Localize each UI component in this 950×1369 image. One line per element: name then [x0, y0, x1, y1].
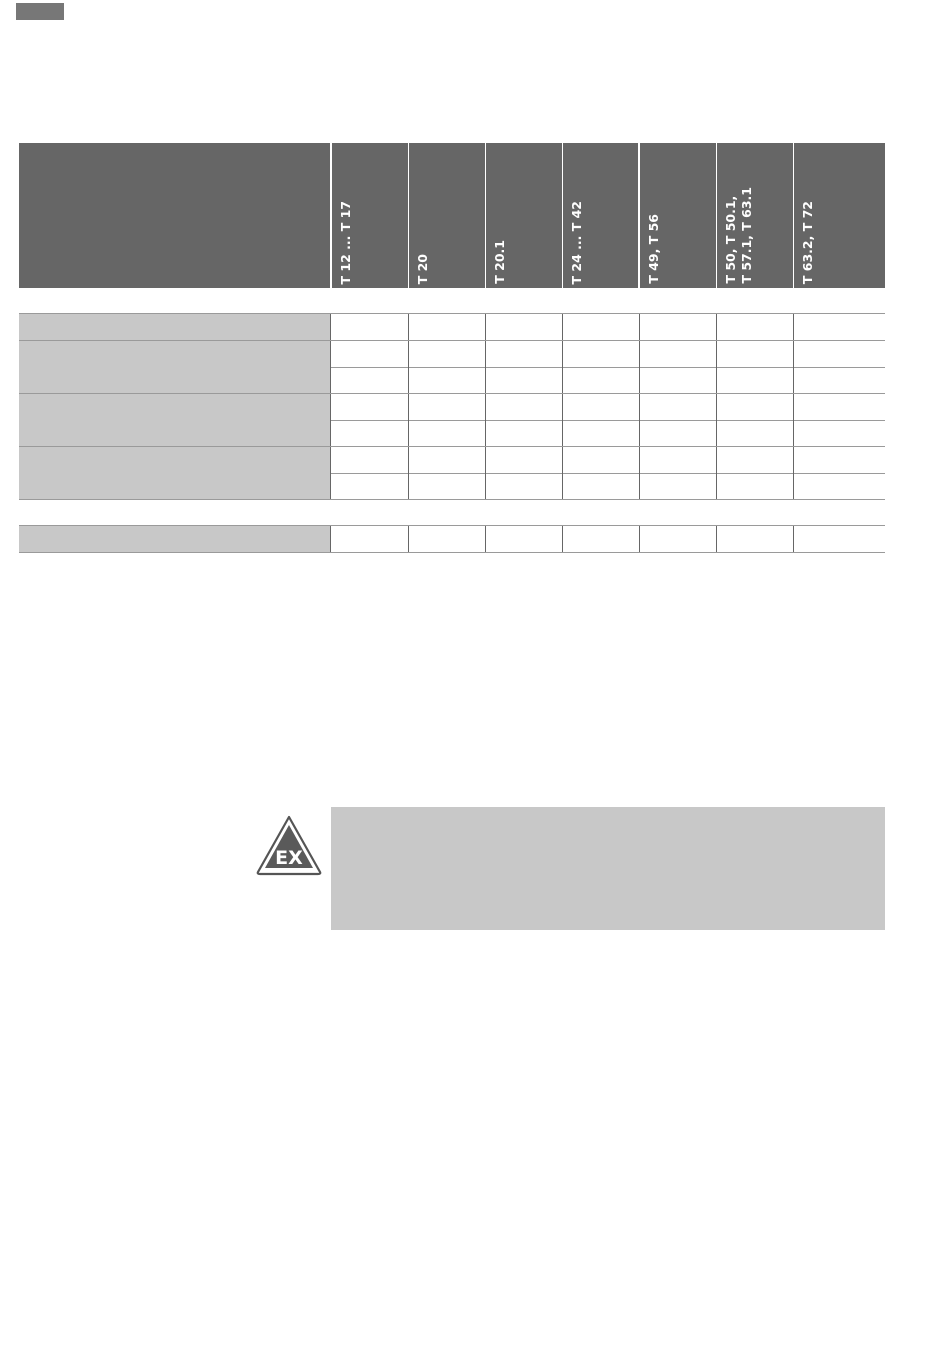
data-table — [19, 143, 885, 288]
table-cell — [793, 526, 885, 552]
table-cell — [408, 314, 485, 340]
header-col-4 — [563, 143, 638, 288]
column-label: T 20.1 — [492, 240, 507, 284]
table-cell — [408, 367, 485, 393]
table-cell — [562, 473, 639, 499]
column-label: T 50, T 50.1, T 57.1, T 63.1 — [723, 187, 754, 284]
table-header — [19, 143, 885, 288]
table-cell — [408, 447, 485, 473]
header-col-6 — [717, 143, 793, 288]
table-cell — [562, 367, 639, 393]
table-cell — [330, 314, 408, 340]
table-cell — [562, 314, 639, 340]
table-cell — [716, 394, 793, 420]
table-row — [19, 367, 885, 394]
table-cell — [639, 420, 716, 446]
header-col-2 — [409, 143, 485, 288]
row-label-cell — [19, 420, 330, 446]
table-cell — [562, 447, 639, 473]
table-cell — [330, 526, 408, 552]
table-cell — [716, 447, 793, 473]
table-cell — [408, 394, 485, 420]
table-cell — [562, 526, 639, 552]
column-label: T 24 ... T 42 — [569, 200, 584, 284]
table-cell — [485, 447, 562, 473]
table-cell — [485, 473, 562, 499]
row-label-cell — [19, 341, 330, 367]
table-cell — [408, 526, 485, 552]
table-cell — [639, 367, 716, 393]
table-cell — [793, 341, 885, 367]
table-cell — [485, 367, 562, 393]
table-cell — [793, 447, 885, 473]
table-cell — [793, 314, 885, 340]
table-cell — [793, 420, 885, 446]
table-cell — [408, 473, 485, 499]
divider — [19, 525, 885, 526]
table-cell — [485, 394, 562, 420]
ex-warning-icon — [255, 814, 323, 876]
table-cell — [562, 341, 639, 367]
column-label: T 12 ... T 17 — [338, 200, 353, 284]
table-cell — [330, 473, 408, 499]
table-cell — [639, 526, 716, 552]
table-cell — [330, 367, 408, 393]
table-row — [19, 341, 885, 368]
row-label-cell — [19, 473, 330, 499]
table-row — [19, 447, 885, 474]
row-label-cell — [19, 447, 330, 473]
table-cell — [330, 341, 408, 367]
table-cell — [639, 447, 716, 473]
table-cell — [716, 367, 793, 393]
table-cell — [716, 314, 793, 340]
table-cell — [408, 341, 485, 367]
table-cell — [793, 367, 885, 393]
table-cell — [562, 394, 639, 420]
column-label: T 49, T 56 — [646, 214, 661, 284]
table-cell — [716, 420, 793, 446]
table-row — [19, 473, 885, 500]
row-label-cell — [19, 367, 330, 393]
ex-icon-text: EX — [275, 847, 303, 869]
row-label-cell — [19, 314, 330, 340]
table-cell — [562, 420, 639, 446]
table-cell — [485, 314, 562, 340]
table-cell — [793, 473, 885, 499]
page-tab-marker — [16, 3, 64, 20]
table-cell — [793, 394, 885, 420]
table-row — [19, 526, 885, 553]
table-row — [19, 314, 885, 341]
table-cell — [330, 394, 408, 420]
header-empty-cell — [19, 143, 330, 288]
table-cell — [639, 473, 716, 499]
header-col-7 — [794, 143, 885, 288]
column-label: T 63.2, T 72 — [800, 200, 815, 284]
table-cell — [639, 394, 716, 420]
table-cell — [716, 526, 793, 552]
table-cell — [716, 341, 793, 367]
table-cell — [639, 341, 716, 367]
column-label: T 20 — [415, 253, 430, 284]
header-col-5 — [640, 143, 716, 288]
header-col-3 — [486, 143, 562, 288]
row-label-cell — [19, 526, 330, 552]
table-row — [19, 420, 885, 447]
row-label-cell — [19, 394, 330, 420]
table-row — [19, 394, 885, 421]
table-cell — [716, 473, 793, 499]
table-cell — [485, 526, 562, 552]
table-cell — [485, 420, 562, 446]
warning-box — [331, 807, 885, 930]
table-cell — [330, 447, 408, 473]
table-cell — [408, 420, 485, 446]
table-cell — [330, 420, 408, 446]
table-cell — [639, 314, 716, 340]
table-cell — [485, 341, 562, 367]
header-col-1 — [332, 143, 408, 288]
